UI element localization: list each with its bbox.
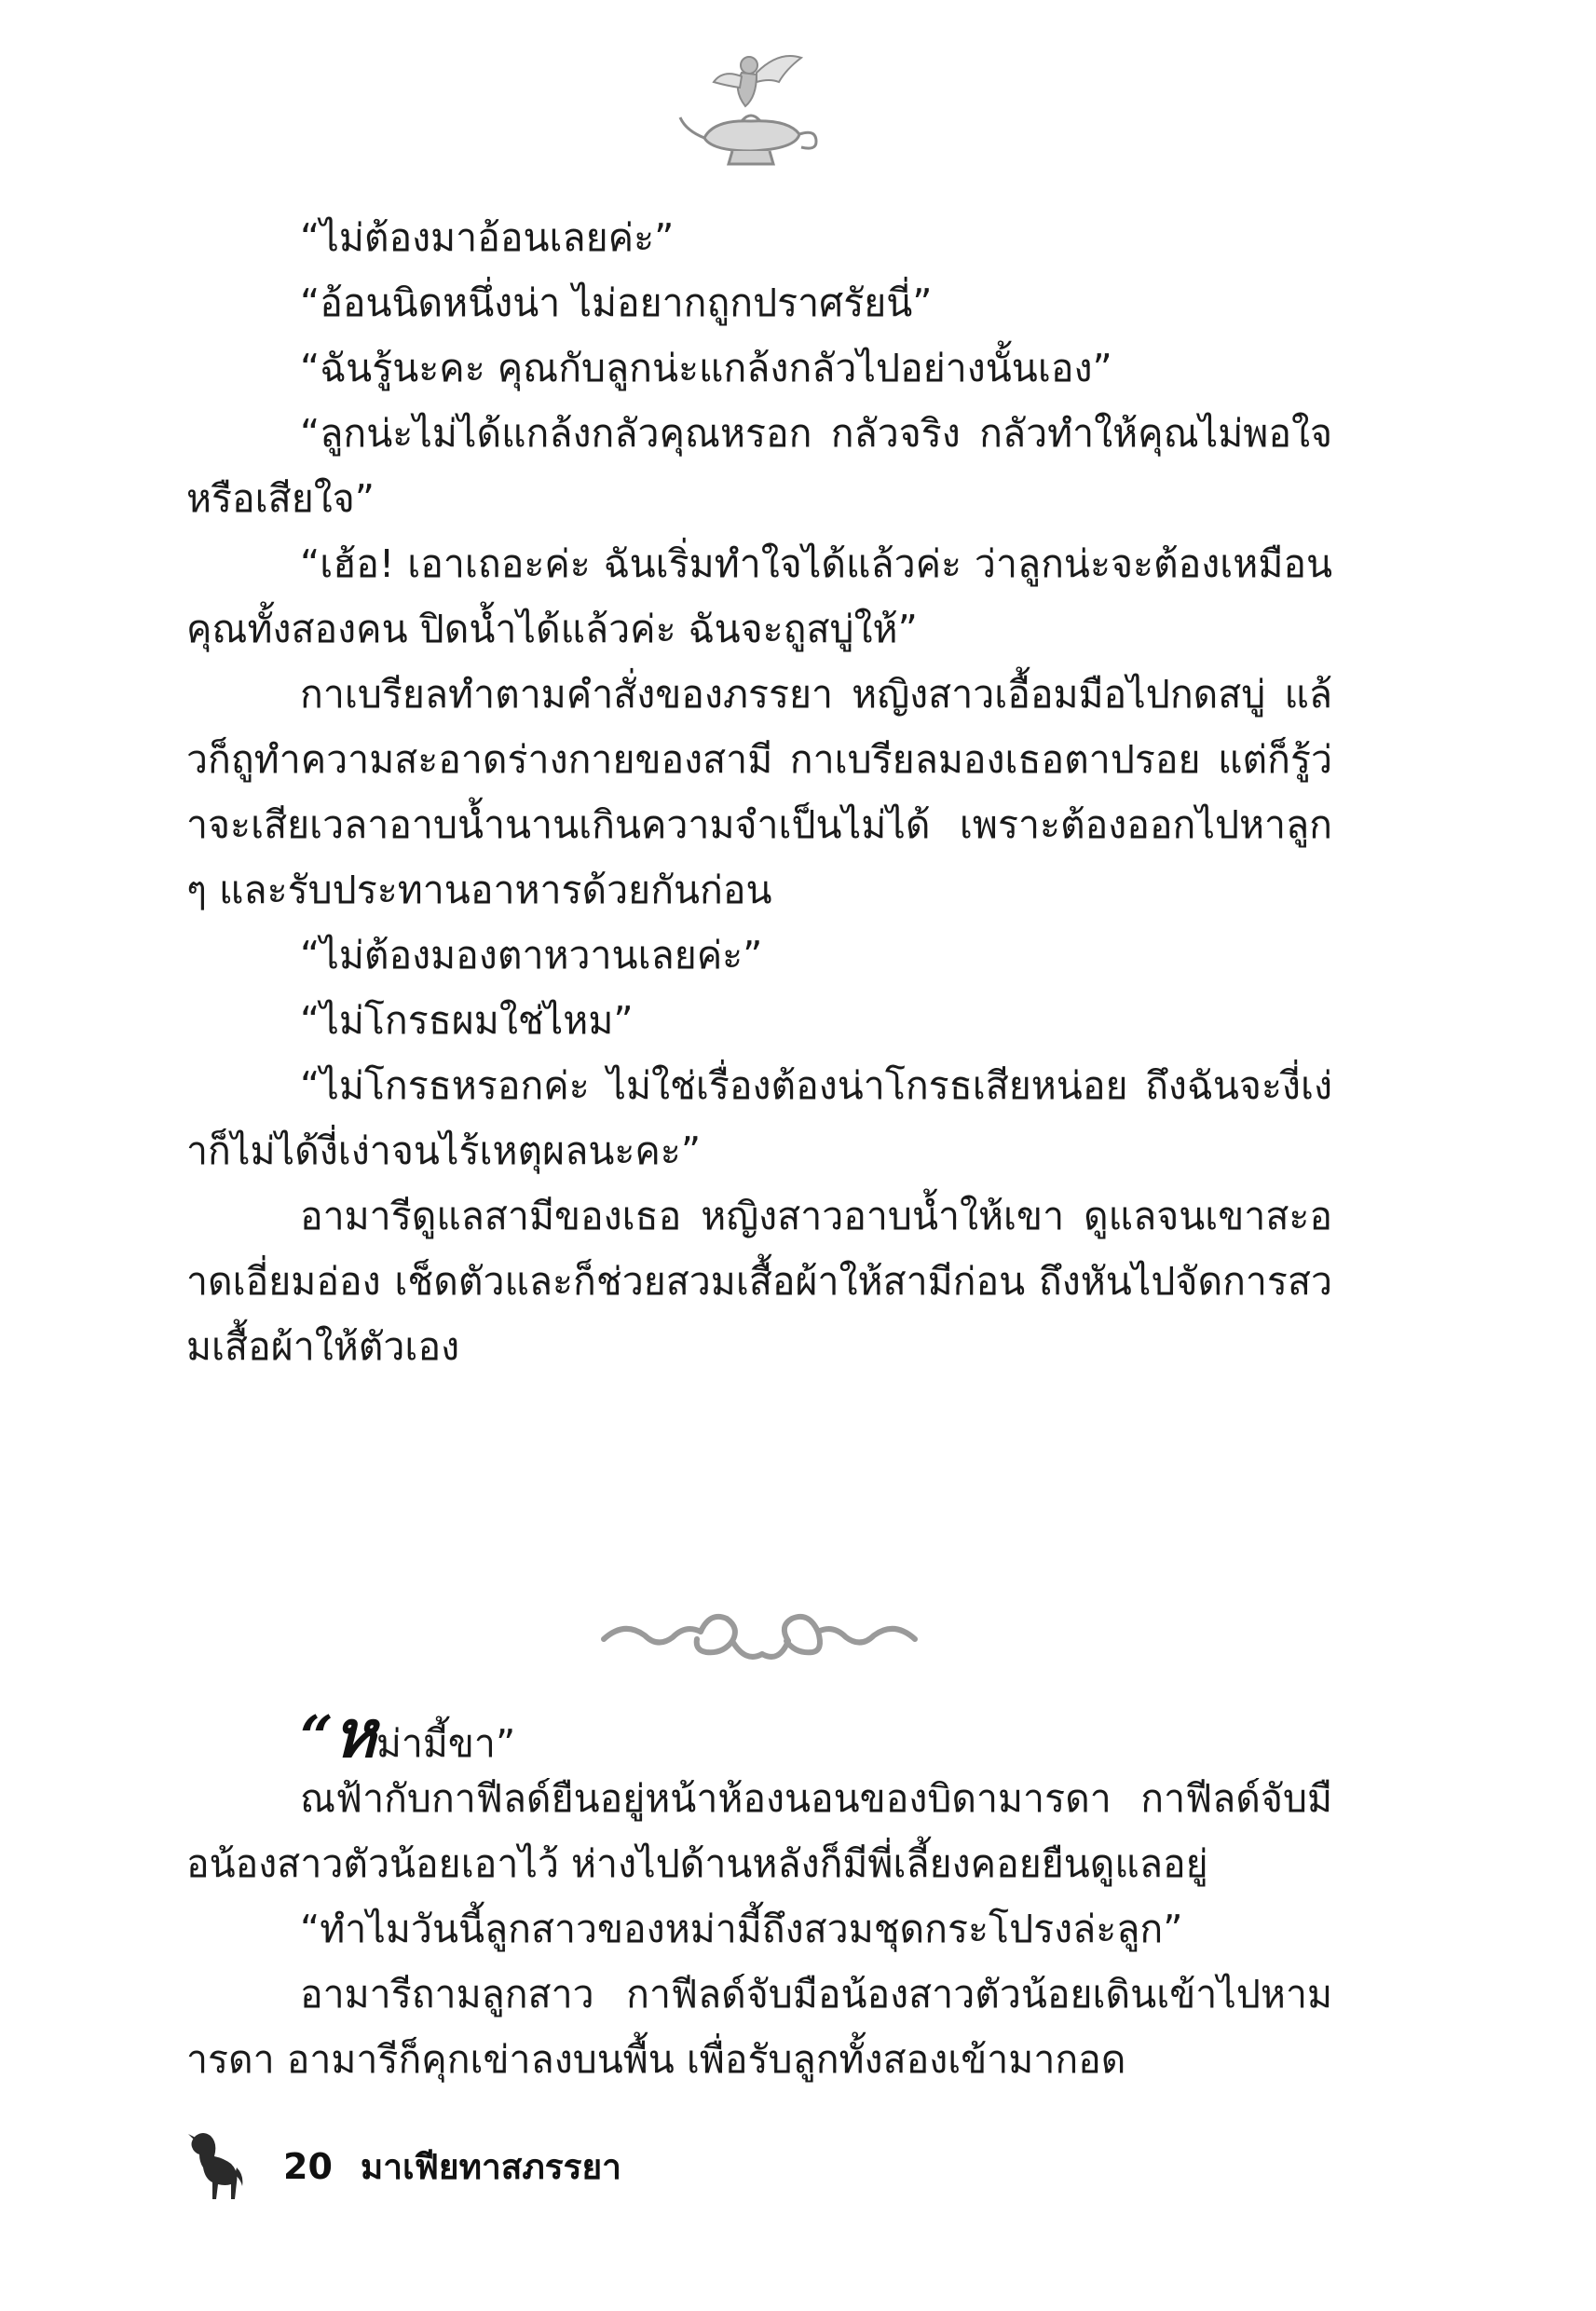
paragraph: “ไม่ต้องมองตาหวานเลยค่ะ” [300, 933, 763, 978]
swirl-divider-icon [596, 1598, 922, 1677]
paragraph: ณฟ้ากับกาฟีลด์ยืนอยู่หน้าห้องนอนของบิดามารดา กาฟีลด์จับมือน้องสาวตัวน้อยเอาไว้ ห่างไปด้านหลังก็มีพี่เลี้ยงคอยยืนดูแลอยู่ [186, 1776, 1332, 1886]
paragraph: “ไม่โกรธหรอกค่ะ ไม่ใช่เรื่องต้องน่าโกรธเสียหน่อย ถึงฉันจะงี่เง่าก็ไม่ได้งี่เง่าจนไร้เหตุผลนะคะ” [186, 1063, 1332, 1173]
paragraph: “ไม่โกรธผมใช่ไหม” [300, 998, 634, 1043]
paragraph: “ฉันรู้นะคะ คุณกับลูกน่ะแกล้งกลัวไปอย่างนั้นเอง” [300, 346, 1112, 390]
paragraph: “อ้อนนิดหนึ่งน่า ไม่อยากถูกปราศรัยนี่” [300, 280, 933, 325]
text-section-bottom [186, 1766, 1332, 2092]
paragraph: “ไม่ต้องมาอ้อนเลยค่ะ” [300, 215, 675, 260]
page-number: 20 [283, 2146, 333, 2187]
paragraph: กาเบรียลทำตามคำสั่งของภรรยา หญิงสาวเอื้อมมือไปกดสบู่ แล้วก็ถูทำความสะอาดร่างกายของสามี กาเบรียลมองเธอตาปรอย แต่ก็รู้ว่าจะเสียเวลาอาบน้ำนานเกินความจำเป็นไม่ได้ เพราะต้องออกไปหาลูกๆ และรับประทานอาหารด้วยกันก่อน [186, 672, 1332, 912]
drop-quote-mark: “ [300, 1702, 334, 1771]
section-opening-line [300, 1682, 516, 1772]
paragraph: “เฮ้อ! เอาเถอะค่ะ ฉันเริ่มทำใจได้แล้วค่ะ ว่าลูกน่ะจะต้องเหมือนคุณทั้งสองคน ปิดน้ำได้แล้วค่ะ ฉันจะถูสบู่ให้” [186, 541, 1332, 651]
page-footer [186, 2129, 621, 2204]
drop-cap-letter: ห [333, 1696, 376, 1772]
paragraph: อามารีถามลูกสาว กาฟีลด์จับมือน้องสาวตัวน้อยเดินเข้าไปหามารดา อามารีก็คุกเข่าลงบนพื้น เพื่อรับลูกทั้งสองเข้ามากอด [186, 1972, 1332, 2082]
paragraph: “ทำไมวันนี้ลูกสาวของหม่ามี้ถึงสวมชุดกระโปรงล่ะลูก” [300, 1907, 1183, 1951]
opening-dialogue: ม่ามี้ขา” [375, 1721, 516, 1766]
paragraph: “ลูกน่ะไม่ได้แกล้งกลัวคุณหรอก กลัวจริง กลัวทำให้คุณไม่พอใจหรือเสียใจ” [186, 411, 1332, 521]
genie-lamp-icon [676, 45, 825, 175]
text-section-top [186, 205, 1332, 1379]
paragraph: อามารีดูแลสามีของเธอ หญิงสาวอาบน้ำให้เขา ดูแลจนเขาสะอาดเอี่ยมอ่อง เช็ดตัวและก็ช่วยสวมเสื้อผ้าให้สามีก่อน ถึงหันไปจัดการสวมเสื้อผ้าให้ตัวเอง [186, 1194, 1332, 1369]
book-title: มาเฟียทาสภรรยา [360, 2146, 621, 2187]
horse-icon [186, 2130, 244, 2203]
